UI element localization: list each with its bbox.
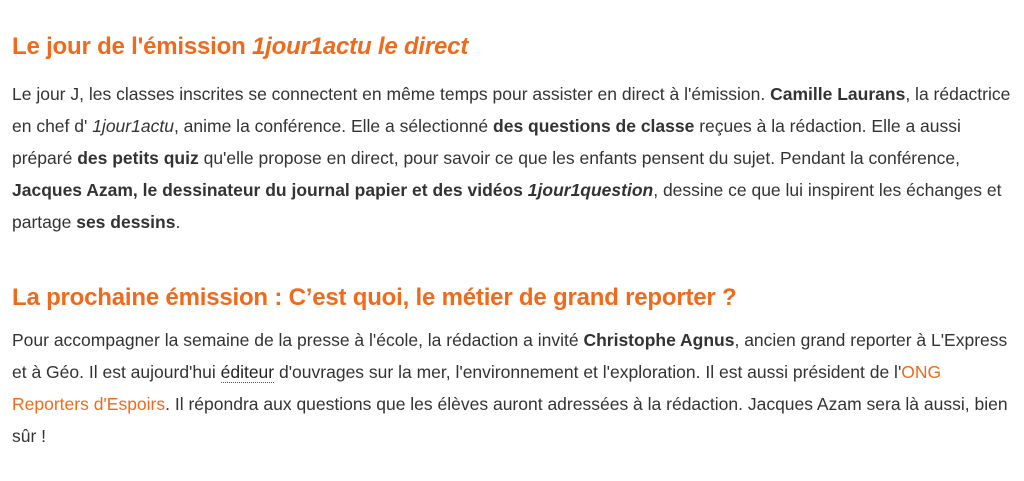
- bold-phrase: Jacques Azam, le dessinateur du journal papier et des vidéos: [12, 180, 528, 200]
- ong-reporters-link[interactable]: ONG Reporters d'Espoirs: [12, 362, 942, 414]
- italic-title: 1jour1actu: [92, 116, 174, 136]
- text-run: Le jour J, les classes inscrites se connectent en même temps pour assister en direct à l'émission.: [12, 84, 771, 104]
- text-run: d'ouvrages sur la mer, l'environnement et l'exploration. Il est aussi président de l': [274, 362, 902, 382]
- text-run: . Il répondra aux questions que les élèves auront adressées à la rédaction. Jacques Azam sera là aussi, bien sûr !: [12, 394, 1008, 446]
- bold-name: Christophe Agnus: [583, 330, 735, 350]
- heading-text: Le jour de l'émission: [12, 33, 253, 60]
- text-run: , ancien grand reporter à L'Express et à Géo. Il est aujourd'hui: [12, 330, 1008, 382]
- bold-phrase: des petits quiz: [77, 148, 199, 168]
- bold-phrase: des questions de classe: [493, 116, 695, 136]
- section-heading-emission-day: [12, 31, 468, 63]
- text-run: reçues à la rédaction. Elle a aussi préparé: [12, 116, 961, 168]
- paragraph-next-emission: [12, 324, 1012, 452]
- section-heading-next-emission: La prochaine émission : C’est quoi, le métier de grand reporter ?: [12, 284, 737, 311]
- paragraph-emission-day: [12, 78, 1012, 238]
- heading-emphasis: 1jour1actu le direct: [252, 33, 469, 60]
- text-run: , la rédactrice en chef d': [12, 84, 1011, 136]
- bold-phrase: ses dessins: [76, 212, 176, 232]
- text-run: .: [175, 212, 181, 232]
- bold-name: Camille Laurans: [770, 84, 906, 104]
- text-run: , dessine ce que lui inspirent les échanges et partage: [12, 180, 1002, 232]
- text-run: Pour accompagner la semaine de la presse à l'école, la rédaction a invité: [12, 330, 584, 350]
- bold-italic-title: 1jour1question: [527, 180, 654, 200]
- editeur-definition-link[interactable]: éditeur: [220, 362, 275, 382]
- text-run: , anime la conférence. Elle a sélectionné: [173, 116, 494, 136]
- text-run: qu'elle propose en direct, pour savoir ce que les enfants pensent du sujet. Pendant la conférence,: [198, 148, 960, 168]
